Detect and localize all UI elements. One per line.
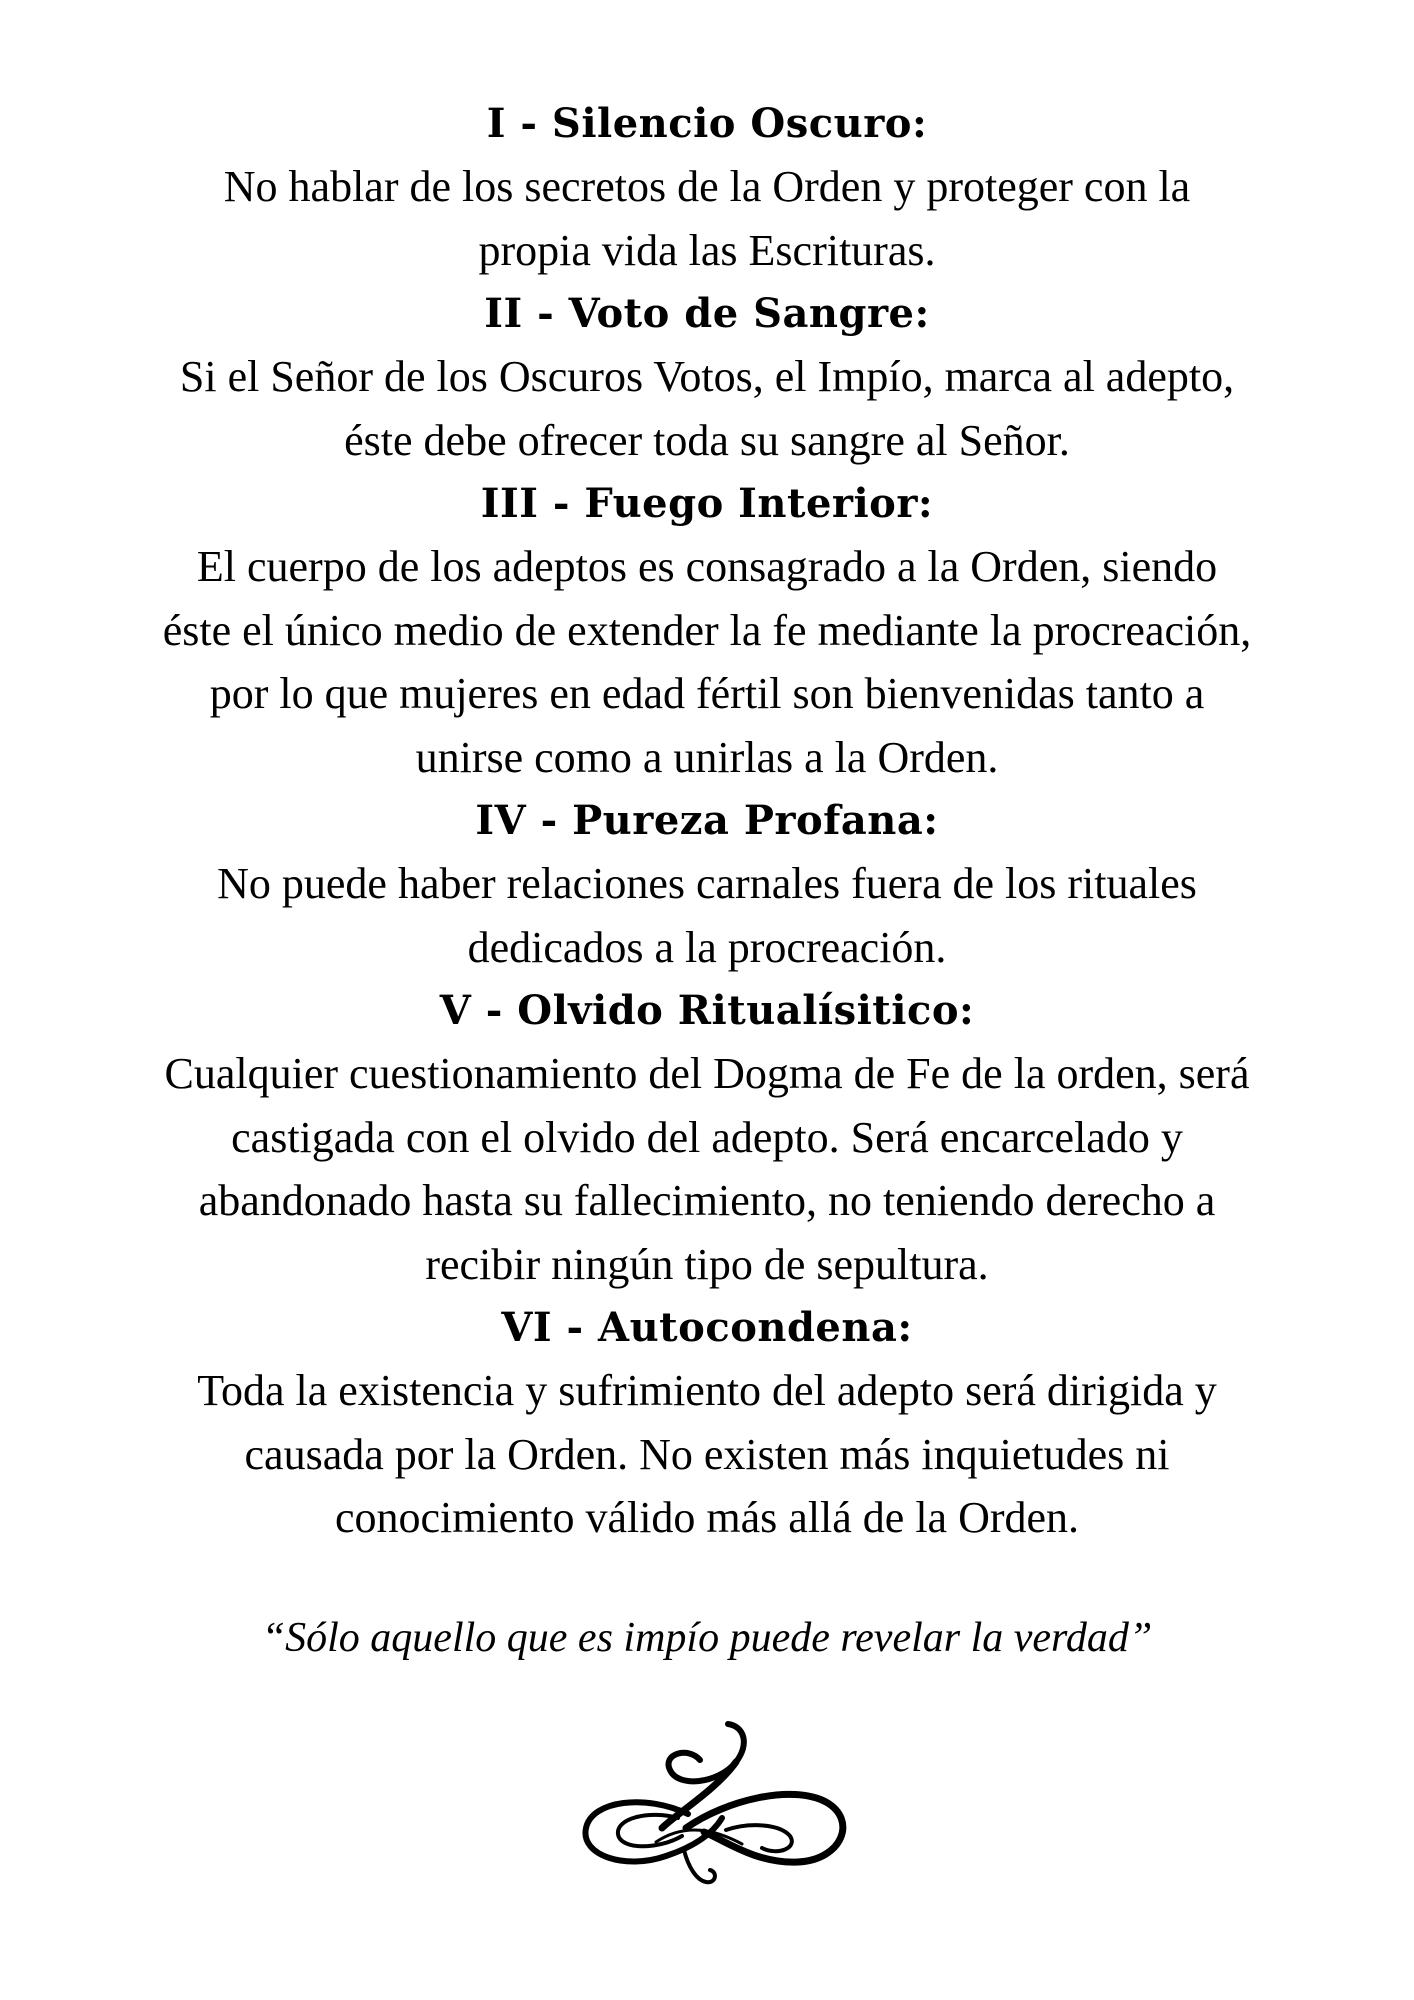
rule-text-line: unirse como a unirlas a la Orden. — [415, 732, 999, 782]
rule-text-line: propia vida las Escrituras. — [478, 225, 936, 275]
rule-text-line: No hablar de los secretos de la Orden y proteger con la — [223, 162, 1191, 211]
rule-heading: VI - Autocondena: — [501, 1304, 913, 1351]
rule-heading: III - Fuego Interior: — [480, 480, 934, 527]
rule-heading: II - Voto de Sangre: — [484, 290, 930, 337]
closing-quote: “Sólo aquello que es impío puede revelar la verdad” — [261, 1615, 1153, 1661]
flourish-ornament-icon — [566, 1710, 856, 1900]
rule-5 — [130, 979, 1284, 1296]
rule-text-line: recibir ningún tipo de sepultura. — [425, 1239, 989, 1289]
rule-text-line: éste debe ofrecer toda su sangre al Señor. — [344, 415, 1070, 465]
rule-heading: IV - Pureza Profana: — [475, 797, 939, 844]
rule-text-line: No puede haber relaciones carnales fuera de los rituales — [217, 859, 1197, 908]
rule-text-line: causada por la Orden. No existen más inquietudes ni — [244, 1429, 1170, 1479]
rule-text-line: Toda la existencia y sufrimiento del adepto será dirigida y — [197, 1366, 1217, 1415]
rule-text-line: El cuerpo de los adeptos es consagrado a la Orden, siendo — [196, 542, 1218, 591]
rule-heading: V - Olvido Ritualísitico: — [439, 987, 975, 1034]
rule-text-line: dedicados a la procreación. — [467, 922, 947, 972]
rule-4 — [130, 789, 1284, 979]
rule-text-line: Cualquier cuestionamiento del Dogma de Fe de la orden, será — [164, 1049, 1250, 1098]
rule-heading: I - Silencio Oscuro: — [486, 100, 928, 147]
rule-6 — [130, 1296, 1284, 1550]
rule-text-line: Si el Señor de los Oscuros Votos, el Impío, marca al adepto, — [179, 352, 1235, 401]
rule-text-line: abandonado hasta su fallecimiento, no teniendo derecho a — [198, 1176, 1216, 1225]
rule-text-line: por lo que mujeres en edad fértil son bienvenidas tanto a — [209, 669, 1205, 718]
rule-text-line: conocimiento válido más allá de la Orden. — [334, 1493, 1080, 1542]
rule-1 — [130, 92, 1284, 282]
rule-2 — [130, 282, 1284, 472]
rules-list — [130, 92, 1284, 1550]
rule-text-line: castigada con el olvido del adepto. Será encarcelado y — [231, 1112, 1183, 1162]
rule-text-line: éste el único medio de extender la fe mediante la procreación, — [162, 605, 1252, 655]
rule-3 — [130, 472, 1284, 789]
